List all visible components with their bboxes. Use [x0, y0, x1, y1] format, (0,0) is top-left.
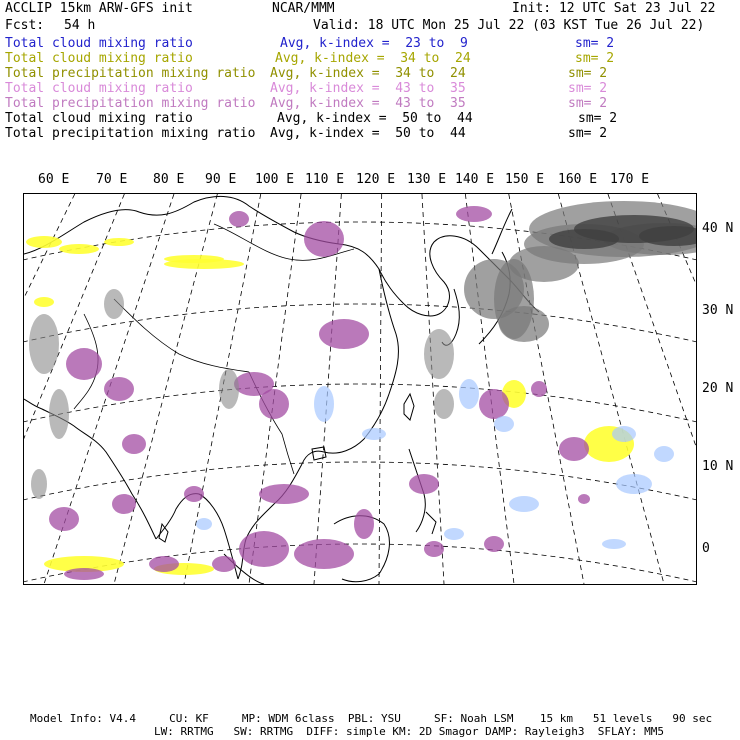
- meridian-line: [379, 194, 382, 584]
- cloud-yellow-patch: [164, 255, 224, 263]
- lon-label: 90 E: [205, 172, 237, 187]
- lat-label: 10 N: [702, 459, 734, 474]
- legend-row-1-name: Total cloud mixing ratio: [5, 36, 193, 51]
- cloud-yellow-patch: [104, 238, 134, 246]
- cloud-purple-patch: [424, 541, 444, 557]
- cloud-gray-small: [219, 369, 239, 409]
- cloud-blue-patch: [616, 474, 652, 494]
- cloud-blue-patch: [612, 426, 636, 442]
- cloud-gray-small: [49, 389, 69, 439]
- legend-row-1-avg: Avg, k-index = 23 to 9: [280, 36, 468, 51]
- cloud-purple-patch: [484, 536, 504, 552]
- cloud-purple-patch: [49, 507, 79, 531]
- legend-row-3-avg: Avg, k-index = 34 to 24: [270, 66, 466, 81]
- coastline-taiwan: [404, 394, 414, 420]
- cloud-purple-patch: [479, 389, 509, 419]
- cloud-purple-patch: [294, 539, 354, 569]
- cloud-gray-small: [104, 289, 124, 319]
- cloud-purple-patch: [122, 434, 146, 454]
- legend-row-4-avg: Avg, k-index = 43 to 35: [270, 81, 466, 96]
- cloud-yellow-patch: [26, 236, 62, 248]
- map-svg: [24, 194, 696, 584]
- model-title: ACCLIP 15km ARW-GFS init: [5, 1, 193, 16]
- legend-row-5-avg: Avg, k-index = 43 to 35: [270, 96, 466, 111]
- legend-row-6-name: Total cloud mixing ratio: [5, 111, 193, 126]
- cloud-purple-patch: [259, 389, 289, 419]
- institution-label: NCAR/MMM: [272, 1, 335, 16]
- cloud-dark-patch: [549, 229, 619, 249]
- legend-row-5-sm: sm= 2: [568, 96, 608, 111]
- legend-row-4-name: Total cloud mixing ratio: [5, 81, 193, 96]
- cloud-yellow-patch: [59, 244, 99, 254]
- cloud-blue-patch: [509, 496, 539, 512]
- legend-row-4-sm: sm= 2: [568, 81, 608, 96]
- cloud-purple-patch: [64, 568, 104, 580]
- cloud-purple-patch: [559, 437, 589, 461]
- cloud-gray-patch: [494, 259, 534, 339]
- cloud-purple-patch: [66, 348, 102, 380]
- valid-time: Valid: 18 UTC Mon 25 Jul 22 (03 KST Tue 26 Jul 22): [313, 18, 705, 33]
- cloud-purple-patch: [319, 319, 369, 349]
- forecast-label: Fcst:: [5, 18, 45, 33]
- cloud-gray-small: [424, 329, 454, 379]
- lon-label: 80 E: [153, 172, 185, 187]
- cloud-blue-patch: [314, 386, 334, 422]
- cloud-blue-patch: [459, 379, 479, 409]
- cloud-purple-patch: [304, 221, 344, 257]
- cloud-blue-patch: [196, 518, 212, 530]
- legend-row-2-name: Total cloud mixing ratio: [5, 51, 193, 66]
- lon-label: 160 E: [558, 172, 598, 187]
- lon-label: 170 E: [610, 172, 650, 187]
- coastline-sri-lanka: [159, 524, 168, 542]
- lat-label: 40 N: [702, 221, 734, 236]
- cloud-gray-small: [434, 389, 454, 419]
- cloud-purple-patch: [112, 494, 136, 514]
- cloud-purple-patch: [184, 486, 204, 502]
- meridian-line: [422, 194, 444, 584]
- cloud-purple-patch: [104, 377, 134, 401]
- cloud-purple-patch: [259, 484, 309, 504]
- lon-label: 60 E: [38, 172, 70, 187]
- coastline-hainan: [312, 447, 326, 460]
- lon-label: 100 E: [255, 172, 295, 187]
- cloud-blue-patch: [444, 528, 464, 540]
- forecast-hour: 54 h: [64, 18, 96, 33]
- legend-row-7-avg: Avg, k-index = 50 to 44: [270, 126, 466, 141]
- cloud-purple-patch: [239, 531, 289, 567]
- cloud-purple-patch: [212, 556, 236, 572]
- field-overlays: [26, 201, 696, 580]
- cloud-gray-small: [31, 469, 47, 499]
- cloud-purple-patch: [149, 556, 179, 572]
- legend-row-7-sm: sm= 2: [568, 126, 608, 141]
- lon-label: 130 E: [407, 172, 447, 187]
- lon-label: 150 E: [505, 172, 545, 187]
- legend-row-6-avg: Avg, k-index = 50 to 44: [277, 111, 473, 126]
- lon-label: 120 E: [356, 172, 396, 187]
- init-time: Init: 12 UTC Sat 23 Jul 22: [512, 1, 716, 16]
- legend-row-7-name: Total precipitation mixing ratio: [5, 126, 256, 141]
- map-panel: [23, 193, 697, 585]
- cloud-gray-small: [29, 314, 59, 374]
- model-info-line2: LW: RRTMG SW: RRTMG DIFF: simple KM: 2D Smagor DAMP: Rayleigh3 SFLAY: MM5: [154, 725, 664, 738]
- cloud-purple-patch: [229, 211, 249, 227]
- lat-label: 0: [702, 541, 710, 556]
- legend-row-2-sm: sm= 2: [575, 51, 615, 66]
- legend-row-5-name: Total precipitation mixing ratio: [5, 96, 256, 111]
- lon-label: 110 E: [305, 172, 345, 187]
- cloud-purple-patch: [409, 474, 439, 494]
- cloud-purple-patch: [456, 206, 492, 222]
- cloud-purple-patch: [578, 494, 590, 504]
- cloud-blue-patch: [654, 446, 674, 462]
- legend-row-6-sm: sm= 2: [578, 111, 618, 126]
- legend-row-2-avg: Avg, k-index = 34 to 24: [275, 51, 471, 66]
- lat-label: 20 N: [702, 381, 734, 396]
- legend-row-3-name: Total precipitation mixing ratio: [5, 66, 256, 81]
- cloud-purple-patch: [531, 381, 547, 397]
- legend-row-3-sm: sm= 2: [568, 66, 608, 81]
- cloud-blue-patch: [494, 416, 514, 432]
- lon-label: 140 E: [455, 172, 495, 187]
- cloud-purple-patch: [354, 509, 374, 539]
- cloud-blue-patch: [362, 428, 386, 440]
- legend-row-1-sm: sm= 2: [575, 36, 615, 51]
- coastline-india: [24, 399, 156, 539]
- cloud-blue-patch: [602, 539, 626, 549]
- parallel-line: [24, 544, 696, 584]
- lat-label: 30 N: [702, 303, 734, 318]
- model-info-line1: Model Info: V4.4 CU: KF MP: WDM 6class PBL: YSU SF: Noah LSM 15 km 51 levels 90 sec: [30, 712, 713, 725]
- lon-label: 70 E: [96, 172, 128, 187]
- cloud-yellow-patch: [34, 297, 54, 307]
